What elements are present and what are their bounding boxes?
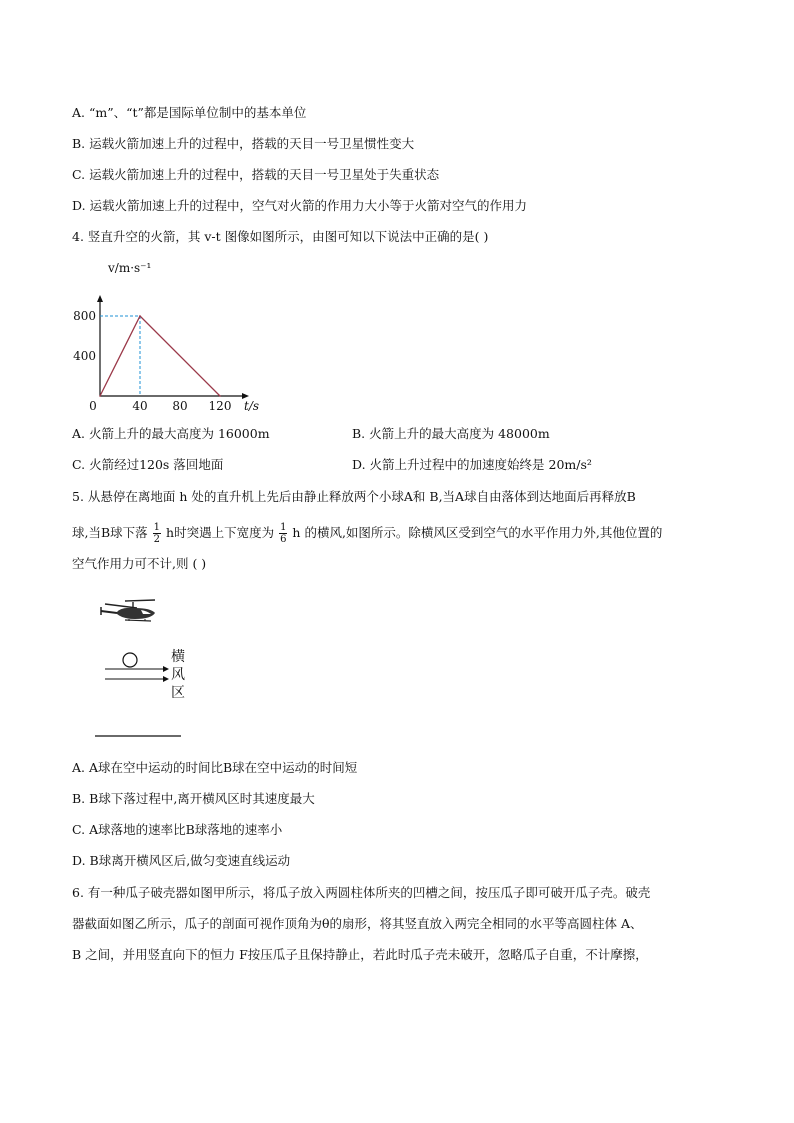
q5-option-c: C. A球落地的速率比B球落地的速率小 xyxy=(72,822,283,837)
x-tick-label: 0 xyxy=(89,399,97,413)
data-point xyxy=(219,395,221,397)
vt-chart xyxy=(70,256,270,416)
q5-option-d: D. B球离开横风区后,做匀变速直线运动 xyxy=(72,853,291,868)
fraction-one-half xyxy=(153,522,161,545)
x-axis-label: t/s xyxy=(244,399,260,413)
q6-line3: B 之间，并用竖直向下的恒力 F按压瓜子且保持静止，若此时瓜子壳未破开，忽略瓜子自重，不计摩擦， xyxy=(72,947,648,962)
fraction-denominator: 6 xyxy=(280,534,287,545)
q5-option-a: A. A球在空中运动的时间比B球在空中运动的时间短 xyxy=(72,760,358,775)
q5-stem-line1: 5. 从悬停在离地面 h 处的直升机上先后由静止释放两个小球A和 B,当A球自由落体到达地面后再释放B xyxy=(72,489,636,504)
fraction-one-sixth xyxy=(279,522,287,545)
q6-line2: 器截面如图乙所示，瓜子的剖面可视作顶角为θ的扇形，将其竖直放入两完全相同的水平等高圆柱体 A、 xyxy=(72,916,643,931)
q4-option-a: A. 火箭上升的最大高度为 16000m xyxy=(72,426,270,441)
x-tick-label: 40 xyxy=(132,399,148,413)
q3-option-c: C. 运载火箭加速上升的过程中，搭载的天目一号卫星处于失重状态 xyxy=(72,167,440,182)
helicopter-icon xyxy=(101,600,155,621)
crosswind-label-char-1: 横 xyxy=(171,649,185,665)
y-tick-label: 800 xyxy=(73,309,96,323)
y-tick-label: 400 xyxy=(73,349,96,363)
q5-stem-line2 xyxy=(72,522,662,545)
crosswind-label xyxy=(170,648,186,702)
x-tick-label: 120 xyxy=(208,399,232,413)
q3-option-b: B. 运载火箭加速上升的过程中，搭载的天目一号卫星惯性变大 xyxy=(72,136,415,151)
crosswind-figure xyxy=(95,598,205,740)
wind-arrow-lower xyxy=(105,676,169,682)
fraction-numerator: 1 xyxy=(280,522,287,533)
fraction-denominator: 2 xyxy=(153,534,161,545)
q3-option-a: A. “m”、“t”都是国际单位制中的基本单位 xyxy=(72,105,307,120)
series-line xyxy=(100,316,220,396)
fraction-numerator: 1 xyxy=(153,522,161,533)
ball-b xyxy=(123,653,137,667)
q3-option-d: D. 运载火箭加速上升的过程中，空气对火箭的作用力大小等于火箭对空气的作用力 xyxy=(72,198,528,213)
data-point xyxy=(139,315,141,317)
q5-stem-line2-a: 球,当B球下落 xyxy=(72,525,148,540)
q5-option-b: B. B球下落过程中,离开横风区时其速度最大 xyxy=(72,791,315,806)
q5-stem-line3: 空气作用力可不计,则 ( ) xyxy=(72,556,207,571)
y-axis-arrow xyxy=(97,295,103,302)
q4-option-d: D. 火箭上升过程中的加速度始终是 20m/s² xyxy=(352,457,592,472)
x-tick-label: 80 xyxy=(172,399,188,413)
q4-option-c: C. 火箭经过120s 落回地面 xyxy=(72,457,224,472)
q6-line1: 6. 有一种瓜子破壳器如图甲所示，将瓜子放入两圆柱体所夹的凹槽之间，按压瓜子即可破开瓜子壳。破壳 xyxy=(72,885,651,900)
q4-stem: 4. 竖直升空的火箭，其 v-t 图像如图所示，由图可知以下说法中正确的是( ) xyxy=(72,229,489,244)
crosswind-label-char-2: 风 xyxy=(171,667,185,683)
q5-stem-line2-c: h 的横风,如图所示。除横风区受到空气的水平作用力外,其他位置的 xyxy=(292,525,663,540)
wind-arrow-upper xyxy=(105,666,169,672)
y-axis-label: v/m·s⁻¹ xyxy=(108,261,152,275)
crosswind-label-char-3: 区 xyxy=(171,685,185,701)
q5-stem-line2-b: h时突遇上下宽度为 xyxy=(166,525,275,540)
data-point xyxy=(99,395,101,397)
q4-option-b: B. 火箭上升的最大高度为 48000m xyxy=(352,426,550,441)
